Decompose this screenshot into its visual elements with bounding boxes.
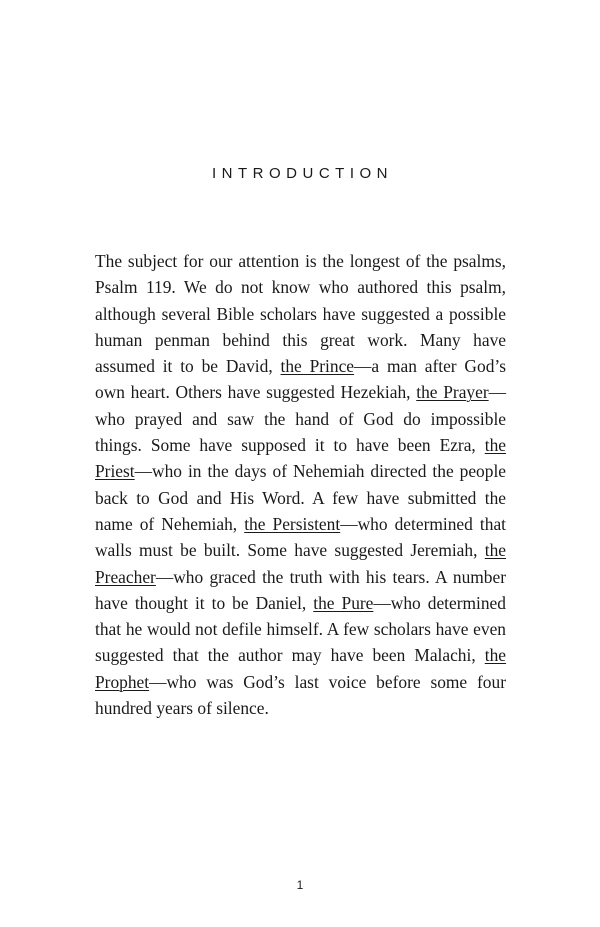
underlined-phrase-persistent: the Persistent (244, 513, 341, 534)
underlined-phrase-prayer: the Prayer (416, 382, 489, 403)
text-segment: —a man after God’s own heart. Others have suggested Hezekiah, (95, 356, 506, 403)
text-segment: —who determined that walls must be built. Some have suggested Jeremiah, (95, 513, 506, 561)
text-segment: —who was God’s last voice before some four hundred years of silence. (95, 671, 506, 719)
page-number: 1 (296, 878, 304, 892)
underlined-phrase-priest: the Priest (95, 435, 506, 482)
underlined-phrase-preacher: the Preacher (95, 540, 506, 587)
introduction-paragraph (95, 248, 506, 721)
text-segment: —who in the days of Nehemiah directed the people back to God and His Word. A few have submitted the name of Nehemiah, (95, 461, 506, 534)
text-segment: The subject for our attention is the longest of the psalms, Psalm 119. We do not know who authored this psalm, although several Bible scholars have suggested a possible human penman behind this great work. Many have assumed it to be David, (95, 251, 506, 377)
underlined-phrase-prince: the Prince (280, 356, 355, 377)
underlined-phrase-pure: the Pure (313, 592, 374, 613)
text-segment: —who graced the truth with his tears. A number have thought it to be Daniel, (95, 566, 506, 613)
underlined-phrase-prophet: the Prophet (95, 645, 506, 692)
chapter-title: INTRODUCTION (212, 165, 393, 182)
text-segment: —who prayed and saw the hand of God do impossible things. Some have supposed it to have been Ezra, (95, 382, 507, 456)
text-segment: —who determined that he would not defile himself. A few scholars have even suggested that the author may have been Malachi, (95, 592, 506, 666)
